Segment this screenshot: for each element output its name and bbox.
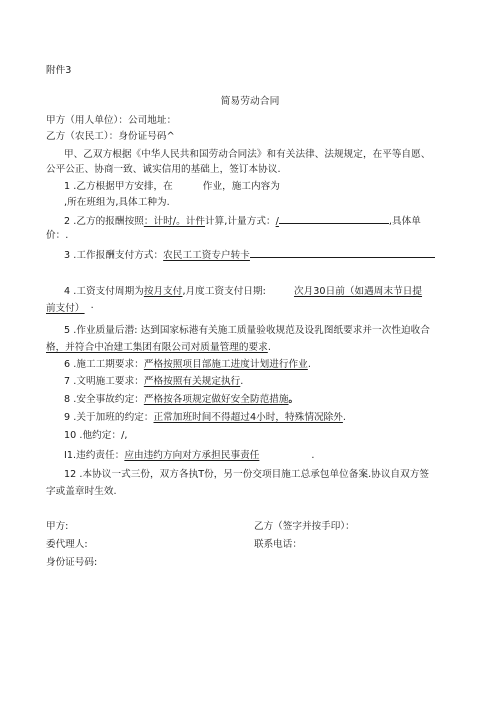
clause-7-text-a: 7 .文明施工要求： (64, 376, 144, 387)
intro-line-2: 公平公正、协商一致、诚实信用的基础上，签订本协议. (46, 164, 281, 175)
clause-10: 10 .他约定：/, (64, 430, 128, 441)
clause-2 (64, 213, 484, 228)
clause-1-text-a: 1 .乙方根据甲方安排，在 (64, 181, 173, 192)
clause-11-end: . (311, 450, 315, 461)
clause-8-end: 。 (288, 394, 299, 405)
clause-12: 12 .本协议一式三份，双方各执T份，另一份交项目施工总承包单位备案.协议自双方签 (64, 469, 430, 480)
clause-3 (64, 247, 484, 262)
intro-line-1: 甲、乙双方根据《中华人民共和国劳动合同法》和有关法律、法规规定，在平等自愿、 (64, 149, 431, 160)
clause-11 (64, 448, 484, 462)
clause-2-text-e: ,具体单 (388, 216, 421, 227)
clause-12-line-2: 字或盖章时生效. (46, 486, 117, 497)
agent-label: 委代理人: (46, 539, 88, 550)
clause-11-liability: 应由违约方向对方承担民事责任 (124, 450, 260, 461)
clause-4 (64, 285, 484, 298)
clause-8-text-a: 8 .安全事故约定： (64, 394, 144, 405)
clause-2-text-a: 2 .乙方的报酬按照 (64, 216, 144, 227)
clause-1 (64, 180, 484, 193)
clause-5: 5 .作业质量后潜: 达到国家标港有关施工质量验收规范及设乳图纸要求并一次性迫收合 (64, 325, 430, 336)
clause-4-date: 次月30日前（如遇周末节日提 (293, 286, 423, 297)
clause-7 (64, 375, 484, 388)
clause-2-measure: / (275, 216, 279, 227)
signature-party-b: 乙方（签字并按手印）： (254, 521, 355, 532)
clause-9-text-a: 9 .关于加班的约定： (64, 412, 154, 423)
clause-6-text-a: 6 .施工工期要求： (64, 359, 144, 370)
clause-1-line-2: ,所在班组为,具体工种为. (64, 197, 170, 208)
clause-11-text-a: I1.违约责任： (64, 450, 125, 461)
clause-2-line-2: 价：. (46, 230, 69, 241)
document-title: 简易劳动合同 (220, 96, 280, 107)
clause-3-blank (250, 247, 435, 258)
id-number-label: 身份证号码: (46, 557, 98, 568)
clause-4-date-cont: 前支付） (46, 303, 85, 314)
clause-9-end: . (342, 412, 347, 423)
attachment-label: 附件3 (46, 65, 72, 76)
clause-3-text-a: 3 .工作报酬支付方式： (64, 250, 164, 261)
clause-8 (64, 393, 484, 406)
clause-2-text-c: 计算,计量方式： (205, 216, 276, 227)
clause-1-text-b: 作业，施工内容为 (202, 181, 280, 192)
clause-5-requirement: 格，并符合中冶建工集团有限公司对质量管理的要求 (46, 342, 268, 353)
clause-9 (64, 411, 484, 424)
clause-2-blank (279, 213, 389, 224)
clause-5-line-2 (46, 341, 466, 354)
party-b-line: 乙方（农民工）：身份证号码^ (46, 131, 175, 142)
clause-8-requirement: 严格按各项规定做好安全防范措施 (143, 394, 289, 405)
clause-2-method: ：计时/。计件 (143, 216, 206, 227)
clause-4-text-a: 4 .工资支付周期为 (64, 286, 144, 297)
clause-5-end: . (267, 342, 271, 353)
clause-6-end: . (307, 359, 311, 370)
clause-7-requirement: 严格按照有关规定执行 (143, 376, 241, 387)
clause-4-dot: · (90, 303, 94, 314)
clause-6 (64, 358, 484, 371)
clause-3-method: 农民工工资专户转卡 (163, 250, 250, 261)
phone-label: 联系电话： (254, 539, 302, 550)
clause-4-text-c: ,月度工资支付日期: (182, 286, 266, 297)
clause-7-end: . (240, 376, 244, 387)
clause-4-line-2 (46, 302, 466, 315)
clause-6-requirement: 严格按照项目部施工进度计划进行作业 (143, 359, 308, 370)
party-a-line: 甲方（用人单位）：公司地址： (46, 115, 177, 126)
clause-4-cycle: 按月支付 (143, 286, 183, 297)
clause-9-requirement: 正常加班时间不得超过4小时，特殊情况除外 (153, 412, 343, 423)
signature-party-a: 甲方: (46, 521, 69, 532)
